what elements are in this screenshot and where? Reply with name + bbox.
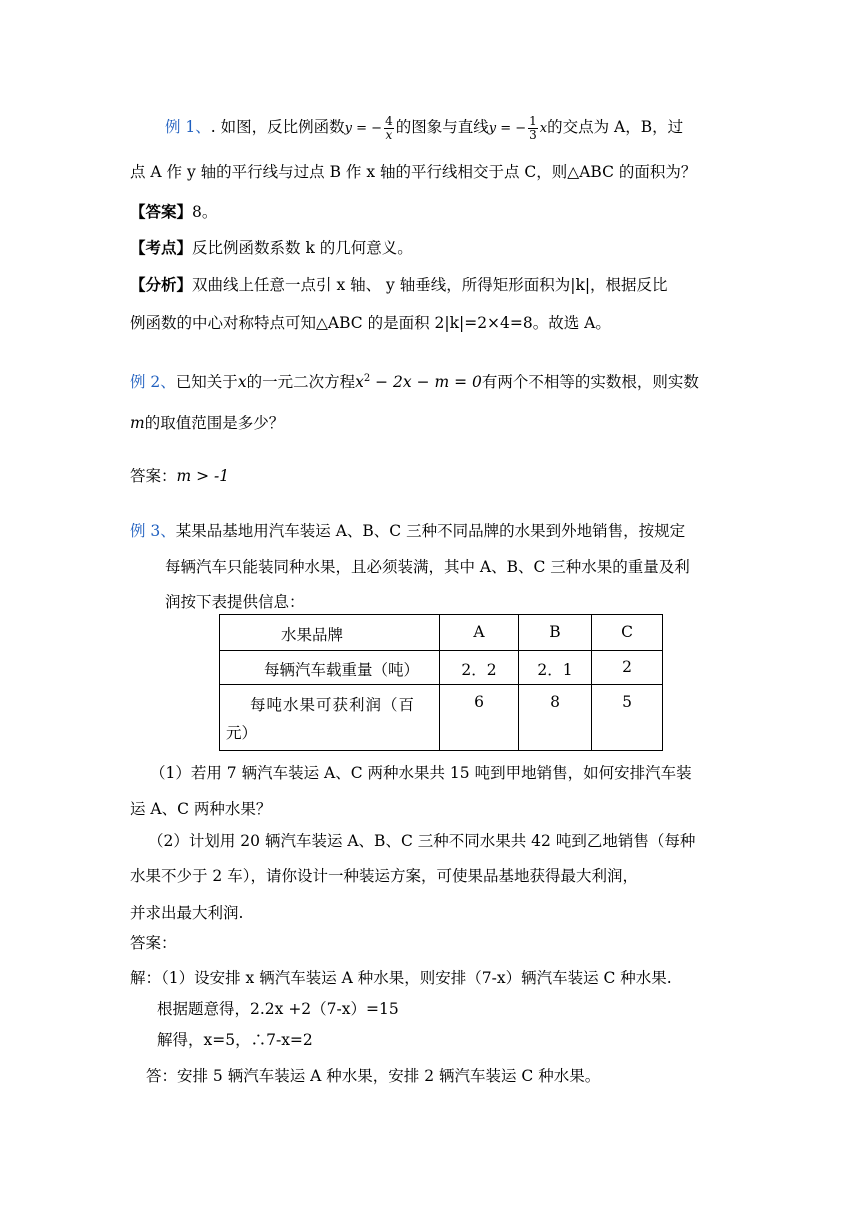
table-row — [220, 651, 663, 685]
ex2-eq-rest: − 2x − m = 0 — [370, 373, 482, 391]
ex1-tail: 的交点为 A，B，过 — [547, 118, 684, 136]
ex2-answer — [130, 466, 229, 486]
ex3-part2-line2: 水果不少于 2 车），请你设计一种装运方案，可使果品基地获得最大利润， — [130, 867, 638, 885]
ex2-q2-var: m — [130, 414, 145, 432]
ex1-line2: 点 A 作 y 轴的平行线与过点 B 作 x 轴的平行线相交于点 C，则△ABC 的面积为？ — [130, 163, 697, 181]
ex1-kaodian-text: 反比例函数系数 k 的几何意义。 — [192, 239, 413, 257]
ex3-solution-line2: 根据题意得，2.2x +2（7-x）=15 — [157, 1000, 399, 1018]
ex2-q1c: 有两个不相等的实数根，则实数 — [481, 373, 699, 391]
ex2-q1b: 的一元二次方程 — [246, 373, 356, 391]
ex1-fenxi-text1: 双曲线上任意一点引 x 轴、 y 轴垂线，所得矩形面积为|k|，根据反比 — [192, 276, 668, 294]
ex1-func1-fraction: $\frac{4}{x}$ — [385, 113, 393, 142]
ex2-q2: 的取值范围是多少？ — [144, 414, 285, 432]
table-cell: 2 — [592, 651, 663, 685]
ex1-mid: 的图象与直线 — [395, 118, 489, 136]
table-cell: 每吨水果可获利润（百 元） — [220, 685, 440, 751]
ex1-label: 例 1、 — [165, 118, 211, 136]
ex1-func2-var: x — [539, 121, 548, 136]
ex3-part2-line1: （2）计划用 20 辆汽车装运 A、B、C 三种不同水果共 42 吨到乙地销售（每种 — [148, 832, 696, 850]
table-cell: 5 — [592, 685, 663, 751]
ex3-q1: 某果品基地用汽车装运 A、B、C 三种不同品牌的水果到外地销售，按规定 — [175, 522, 686, 540]
fruit-info-table — [219, 614, 663, 751]
ex1-fenxi-line2: 例函数的中心对称特点可知△ABC 的是面积 2|k|=2×4=8。故选 A。 — [130, 314, 611, 332]
ex3-line2: 每辆汽车只能装同种水果，且必须装满，其中 A、B、C 三种水果的重量及利 — [165, 558, 690, 576]
ex1-fenxi-line1 — [130, 275, 668, 295]
ex1-func2-lhs: y = − — [488, 121, 527, 136]
ex2-answer-label: 答案： — [130, 467, 177, 485]
ex2-q1a: 已知关于 — [175, 373, 238, 391]
ex3-label: 例 3、 — [130, 522, 176, 540]
ex2-line2 — [130, 413, 284, 433]
ex3-part1-line1: （1）若用 7 辆汽车装运 A、C 两种水果共 15 吨到甲地销售，如何安排汽车装 — [150, 764, 692, 782]
table-cell: 2．1 — [519, 651, 592, 685]
ex2-label: 例 2、 — [130, 373, 176, 391]
ex2-q1-var: x — [237, 373, 247, 391]
table-row — [220, 685, 663, 751]
ex1-answer-value: 8。 — [192, 203, 218, 221]
table-header-row — [220, 615, 663, 651]
ex2-eq-exp: 2 — [363, 372, 371, 384]
ex1-func1-lhs: y = − — [344, 121, 383, 136]
ex1-kaodian-tag: 【考点】 — [130, 238, 193, 257]
table-cell: C — [592, 615, 663, 651]
ex3-answer-label: 答案： — [130, 934, 177, 952]
ex1-kaodian — [130, 238, 413, 258]
ex1-answer-tag: 【答案】 — [130, 202, 193, 221]
ex3-solution-line4: 答：安排 5 辆汽车装运 A 种水果，安排 2 辆汽车装运 C 种水果。 — [146, 1067, 601, 1085]
ex3-part2-line3: 并求出最大利润. — [130, 904, 244, 922]
ex1-fenxi-tag: 【分析】 — [130, 275, 193, 294]
table-cell: A — [440, 615, 519, 651]
ex3-solution-line1: 解：（1）设安排 x 辆汽车装运 A 种水果，则安排（7-x）辆汽车装运 C 种水果. — [130, 969, 672, 987]
ex3-solution-line3: 解得，x=5，∴7-x=2 — [157, 1031, 313, 1049]
table-cell: 8 — [519, 685, 592, 751]
ex2-answer-value: m > -1 — [176, 467, 230, 485]
ex1-intro: . 如图，反比例函数 — [210, 118, 345, 136]
ex1-answer — [130, 202, 217, 222]
table-cell: 水果品牌 — [220, 615, 440, 651]
ex3-line3: 润按下表提供信息： — [165, 593, 305, 611]
table-cell: 6 — [440, 685, 519, 751]
ex2-line1 — [130, 372, 699, 392]
table-cell: B — [519, 615, 592, 651]
table-cell: 每辆汽车载重量（吨） — [220, 651, 440, 685]
ex1-func2-fraction: $\frac{1}{3}$ — [529, 113, 537, 142]
ex3-line1 — [130, 521, 685, 541]
table-cell: 2．2 — [440, 651, 519, 685]
ex1-line1 — [165, 114, 683, 142]
ex3-part1-line2: 运 A、C 两种水果？ — [130, 800, 272, 818]
ex2-eq-x: x — [355, 373, 364, 391]
